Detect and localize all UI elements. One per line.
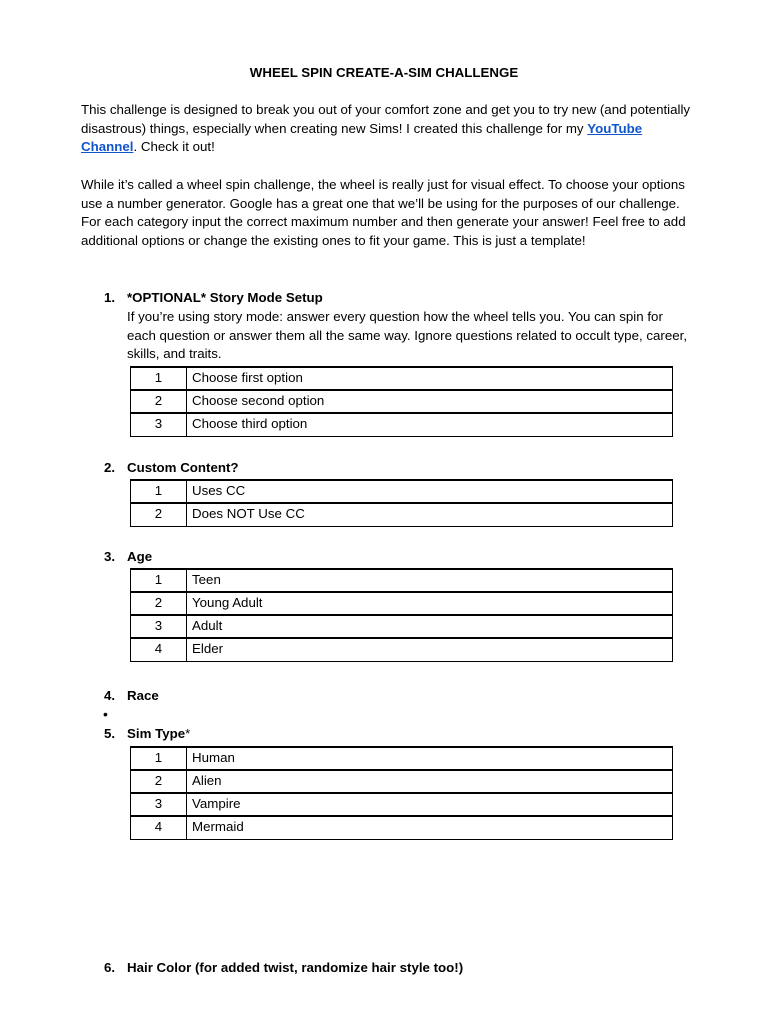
table-row xyxy=(131,480,673,503)
intro-text-end: . Check it out! xyxy=(133,139,215,155)
options-table-story-mode xyxy=(130,366,673,437)
option-label: Elder xyxy=(187,638,673,661)
option-number: 4 xyxy=(131,816,187,839)
table-row xyxy=(131,390,673,413)
section-number: 2. xyxy=(104,460,116,475)
section-number: 1. xyxy=(104,290,116,305)
section-heading-custom-content xyxy=(104,459,239,478)
option-label: Vampire xyxy=(187,793,673,816)
option-number: 3 xyxy=(131,793,187,816)
document-title: WHEEL SPIN CREATE-A-SIM CHALLENGE xyxy=(249,65,519,80)
option-number: 3 xyxy=(131,413,187,436)
section-title: Race xyxy=(127,688,159,703)
option-number: 2 xyxy=(131,390,187,413)
option-number: 1 xyxy=(131,747,187,770)
option-label: Choose second option xyxy=(187,390,673,413)
section-heading-age xyxy=(104,548,152,567)
section-number: 5. xyxy=(104,726,116,741)
intro-text: This challenge is designed to break you out of your comfort zone and get you to try new (and potentially disastrous) things, especially when creating new Sims! I created this challenge for my xyxy=(81,102,691,136)
section-title-asterisk: * xyxy=(185,726,191,741)
section-title: Hair Color (for added twist, randomize hair style too!) xyxy=(127,960,464,975)
option-number: 1 xyxy=(131,569,187,592)
youtube-channel-link[interactable]: YouTube Channel xyxy=(81,120,643,155)
section-title: Custom Content? xyxy=(127,460,239,475)
intro-paragraph xyxy=(81,101,691,157)
table-row xyxy=(131,413,673,436)
option-number: 2 xyxy=(131,503,187,526)
section-number: 3. xyxy=(104,549,116,564)
section-heading-race xyxy=(104,687,159,706)
section-title: Age xyxy=(127,549,153,564)
option-number: 2 xyxy=(131,592,187,615)
option-label: Mermaid xyxy=(187,816,673,839)
options-table-age xyxy=(130,568,673,662)
instructions-paragraph: While it’s called a wheel spin challenge, the wheel is really just for visual effect. To choose your options use a number generator. Google has a great one that we’ll be using for the purposes of our challenge. For each category input the correct maximum number and then generate your answer! Feel free to add additional options or change the existing ones to fit your game. This is just a template! xyxy=(81,177,686,249)
option-number: 1 xyxy=(131,367,187,390)
table-row xyxy=(131,816,673,839)
table-row xyxy=(131,367,673,390)
table-row xyxy=(131,793,673,816)
section-heading-story-mode xyxy=(104,289,323,308)
table-row xyxy=(131,770,673,793)
empty-bullet: • xyxy=(103,706,108,722)
option-label: Does NOT Use CC xyxy=(187,503,673,526)
section-title: Sim Type xyxy=(127,726,186,741)
section-description: If you’re using story mode: answer every question how the wheel tells you. You can spin for each question or answer them all the same way. Ignore questions related to occult type, career, skills, and traits. xyxy=(127,309,688,362)
table-row xyxy=(131,615,673,638)
section-title: *OPTIONAL* Story Mode Setup xyxy=(127,290,323,305)
option-label: Young Adult xyxy=(187,592,673,615)
table-row xyxy=(131,503,673,526)
table-row xyxy=(131,592,673,615)
option-label: Adult xyxy=(187,615,673,638)
options-table-sim-type xyxy=(130,746,673,840)
option-number: 3 xyxy=(131,615,187,638)
option-number: 2 xyxy=(131,770,187,793)
option-number: 1 xyxy=(131,480,187,503)
table-row xyxy=(131,569,673,592)
option-label: Teen xyxy=(187,569,673,592)
table-row xyxy=(131,747,673,770)
section-number: 6. xyxy=(104,960,116,975)
options-table-custom-content xyxy=(130,479,673,527)
option-label: Choose first option xyxy=(187,367,673,390)
section-number: 4. xyxy=(104,688,116,703)
option-label: Choose third option xyxy=(187,413,673,436)
table-row xyxy=(131,638,673,661)
section-heading-hair-color xyxy=(104,959,463,978)
section-heading-sim-type xyxy=(104,725,190,744)
option-label: Uses CC xyxy=(187,480,673,503)
option-label: Alien xyxy=(187,770,673,793)
option-label: Human xyxy=(187,747,673,770)
option-number: 4 xyxy=(131,638,187,661)
